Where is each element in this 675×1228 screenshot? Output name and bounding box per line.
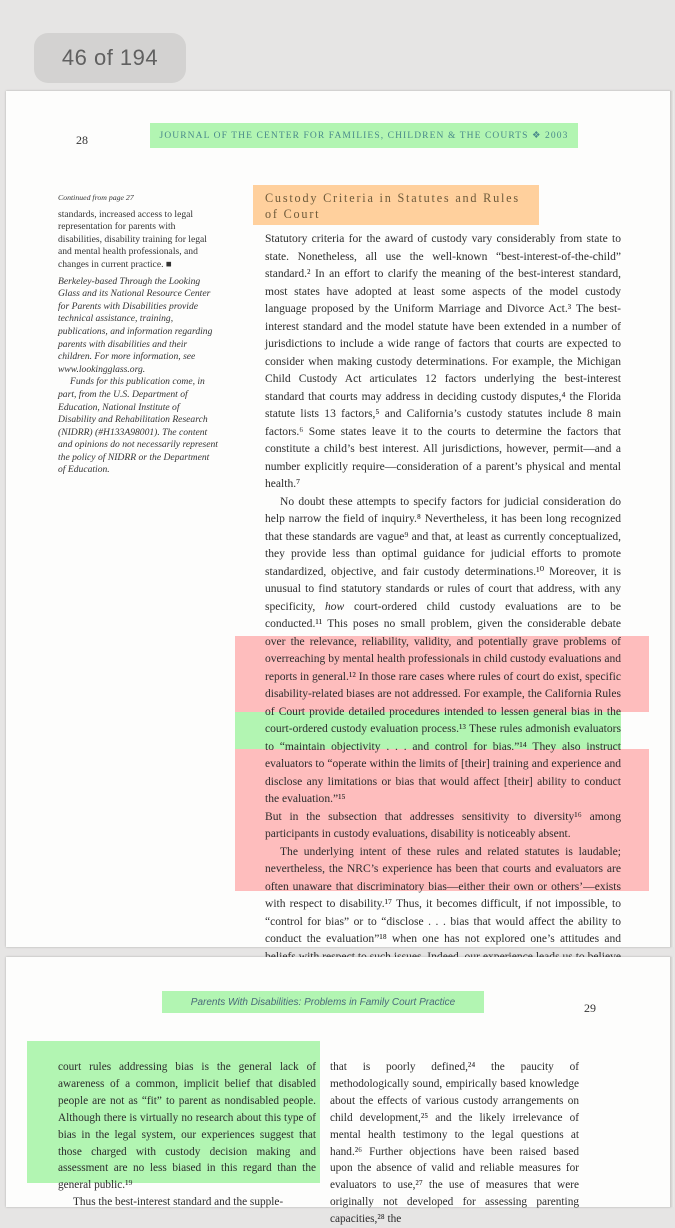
text-run: No doubt these attempts to specify factors for judicial consideration do help narrow the field of inquiry.⁸ Nevertheless, it has been long recognized that these standards are vague⁹ and that, at least as currently conceptualized, they provide less than optimal guidance for judicial efforts to promote standardized, objective, and fair custody determinations.¹⁰ Moreover, it is unusual to find statutory standards or rules of court that address, with any specificity, [265, 495, 621, 613]
main-text [265, 231, 621, 1001]
running-title: Parents With Disabilities: Problems in Family Court Practice [190, 996, 456, 1008]
page-counter: 46 of 194 [34, 33, 186, 83]
text-run: court-ordered child custody evaluations are to be conducted.¹¹ This poses no small problem, given the considerable debate over the relevance, reliability, validity, and potentially grave problems of overreaching by mental health professionals in child custody evaluations and reports in general.¹² In those rare cases where rules of court do exist, specific disability-related biases are not addressed. For example, the California Rules of Court provide detailed procedures intended to lessen general bias in the court-ordered custody evaluation process.¹³ These rules admonish evaluators to “maintain objectivity . . . and control for bias.”¹⁴ They also instruct evaluators to “operate within the limits of [their] training and experience and disclose any limitations or bias that would affect [their] ability to conduct the evaluation.”¹⁵ [265, 600, 621, 805]
paragraph [265, 494, 621, 809]
page-number: 28 [76, 133, 88, 147]
left-column [58, 1059, 316, 1211]
sidebar-paragraph: Berkeley-based Through the Looking Glass and its National Resource Center for Parents with Disabilities provide technical assistance, training, publications, and information regarding parents with disabilities and their children. For more information, see www.lookingglass.org. [58, 275, 213, 375]
continued-note: Continued from page 27 [58, 193, 134, 202]
page-29 [6, 957, 671, 1226]
section-heading: Custody Criteria in Statutes and Rules of Court [253, 185, 539, 225]
running-head: JOURNAL OF THE CENTER FOR FAMILIES, CHILDREN & THE COURTS ❖ 2003 [159, 131, 569, 141]
emphasis: how [325, 600, 345, 613]
paragraph: Statutory criteria for the award of custody vary considerably from state to state. Nonetheless, all use the well-known “best-interest-of-the-child” standard.² In an effort to clarify the meaning of the best-interest standard, most states have adopted at least some aspects of the model custody language proposed by the Uniform Marriage and Divorce Act.³ The best-interest standard and the model statute have been extended in a number of jurisdictions to include a wide range of factors that courts are expected to consider when making custody determinations. For example, the Michigan Child Custody Act articulates 12 factors underlying the best-interest standard that courts may address in deciding custody disputes,⁴ the Florida statute lists 13 factors,⁵ and California’s custody statutes include 8 main factors.⁶ Some states leave it to the courts to determine the factors that constitute a child’s best interest. All jurisdictions, however, permit—and a number explicitly require—consideration of a parent’s physical and mental health.⁷ [265, 233, 621, 490]
page-28 [6, 91, 671, 947]
page-number: 29 [584, 1001, 596, 1015]
sidebar [58, 192, 218, 477]
sidebar-paragraph: Funds for this publication come, in part, from the U.S. Department of Education, National Institute of Disability and Rehabilitation Research (NIDRR) (#H133A98001). The content and opinions do not necessarily represent the policy of NIDRR or the Department of Education. [58, 376, 218, 476]
paragraph: The underlying intent of these rules and related statutes is laudable; nevertheless, the NRC’s experience has been that courts and evaluators are often unaware that discriminatory bias—either their own or others’—exists with respect to disability.¹⁷ Thus, it becomes difficult, if not impossible, to “control for bias” or to “disclose . . . bias that would affect the ability to conduct the evaluation”¹⁸ when one has not explored one’s attitudes and [265, 845, 621, 945]
paragraph: But in the subsection that addresses sensitivity to diversity¹⁶ among participants in custody evaluations, disability is noticeably absent. [265, 810, 621, 840]
paragraph: court rules addressing bias is the general lack of awareness of a common, implicit belief that disabled people are not as “fit” to parent as nondisabled people. Although there is virtually no research about this type of bias in the legal system, our experiences suggest that those charged with custody decision making and assessment are no less biased in this regard than the general public.¹⁹ [58, 1061, 316, 1192]
paragraph: that is poorly defined,²⁴ the paucity of methodologically sound, empirically based knowledge about the effects of various custody arrangements on child development,²⁵ and the likely irrelevance of mental health testimony to the legal questions at hand.²⁶ Further objections have been raised based upon the absence of valid and reliable measures for evaluators to use,²⁷ the use of measures that were originally not developed for assessing parenting capacities,²⁸ the [330, 1061, 579, 1226]
page-edge [670, 91, 674, 947]
sidebar-paragraph: standards, increased access to legal representation for parents with disabilities, disability training for legal and mental health professionals, and changes in current practice. ■ [58, 208, 207, 270]
paragraph: Thus the best-interest standard and the supple- [73, 1196, 284, 1209]
right-column [330, 1059, 579, 1228]
page-edge [670, 957, 674, 1207]
